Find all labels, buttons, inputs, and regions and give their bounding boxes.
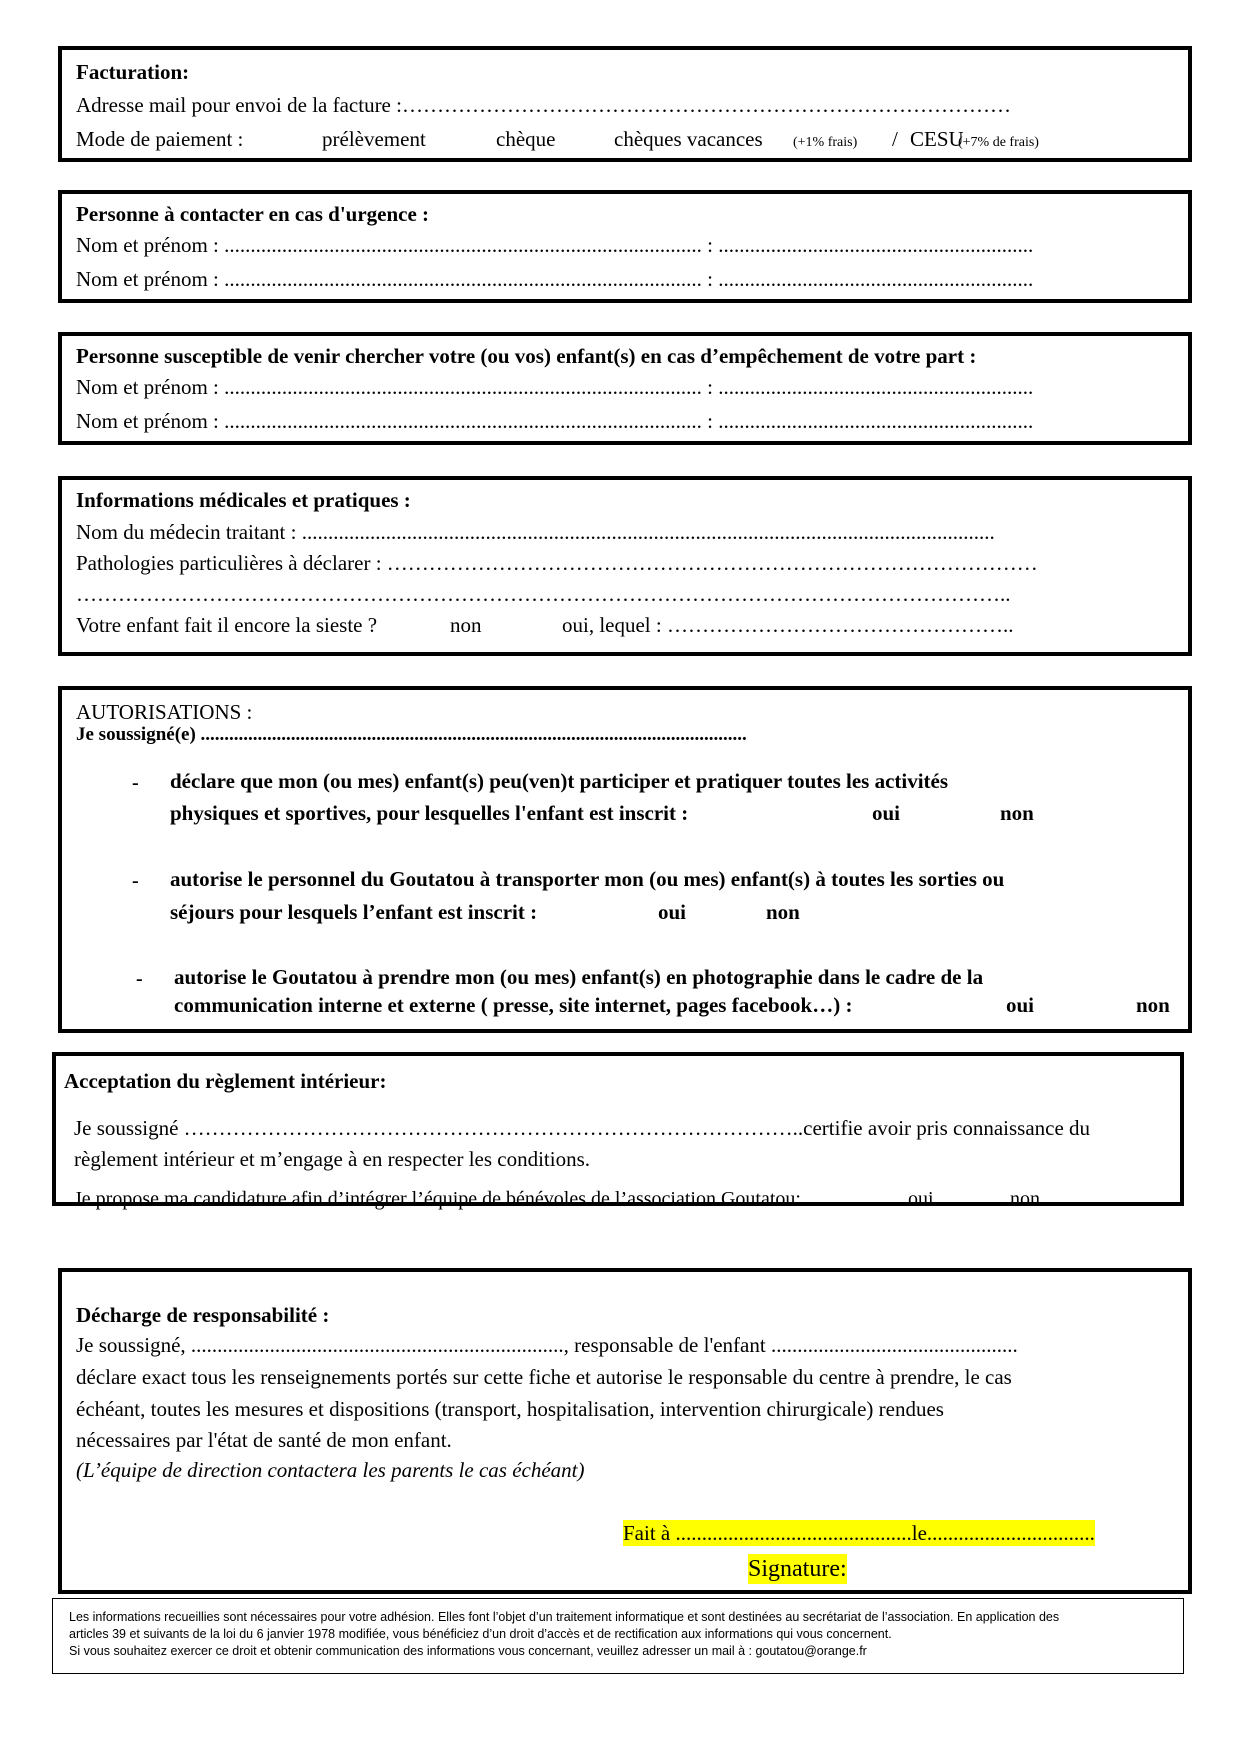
reglement-certification-text: règlement intérieur et m’engage à en respecter les conditions. bbox=[74, 1147, 591, 1171]
autorisation-photo-oui[interactable]: oui bbox=[1006, 993, 1035, 1017]
sieste-question: Votre enfant fait il encore la sieste ? bbox=[76, 613, 378, 637]
payment-option-cesu[interactable]: CESU bbox=[910, 127, 964, 151]
decharge-note: (L’équipe de direction contactera les parents le cas échéant) bbox=[76, 1458, 585, 1482]
autorisation-photo-non[interactable]: non bbox=[1136, 993, 1170, 1017]
autorisation-photo-text-1: autorise le Goutatou à prendre mon (ou mes) enfant(s) en photographie dans le cadre de la bbox=[174, 965, 984, 989]
autorisation-activites-oui[interactable]: oui bbox=[872, 801, 901, 825]
urgence-contact-field-2[interactable]: Nom et prénom : ........................................................................................... : ............................................................ bbox=[76, 267, 1034, 291]
decharge-title: Décharge de responsabilité : bbox=[76, 1303, 330, 1327]
autorisations-title: AUTORISATIONS : bbox=[76, 700, 253, 724]
facturation-email-field[interactable]: Adresse mail pour envoi de la facture :…………………………………………………………………………… bbox=[76, 93, 1011, 117]
benevoles-option-oui[interactable]: oui bbox=[908, 1188, 934, 1210]
benevoles-option-non[interactable]: non bbox=[1010, 1188, 1040, 1210]
payment-label: Mode de paiement : bbox=[76, 127, 244, 151]
fee-note-cesu: (+7% de frais) bbox=[958, 135, 1039, 150]
urgence-title: Personne à contacter en cas d'urgence : bbox=[76, 202, 430, 226]
decharge-text-2: échéant, toutes les mesures et dispositions (transport, hospitalisation, intervention chirurgicale) rendues bbox=[76, 1397, 944, 1421]
decharge-identity-field[interactable]: Je soussigné, ......................................................................., responsable de l'enfant ............................................... bbox=[76, 1333, 1018, 1357]
medical-title: Informations médicales et pratiques : bbox=[76, 488, 411, 512]
payment-option-cheque[interactable]: chèque bbox=[496, 127, 556, 151]
decharge-text-3: nécessaires par l'état de santé de mon enfant. bbox=[76, 1428, 452, 1452]
payment-option-prelevement[interactable]: prélèvement bbox=[322, 127, 426, 151]
sieste-option-oui-field[interactable]: oui, lequel : ………………………………………….. bbox=[562, 613, 1014, 637]
sieste-option-non[interactable]: non bbox=[450, 613, 482, 637]
benevoles-question: Je propose ma candidature afin d’intégrer l’équipe de bénévoles de l’association Goutatou: bbox=[74, 1188, 801, 1210]
pathologies-field[interactable]: Pathologies particulières à déclarer : ………………………………………………………………………………… bbox=[76, 551, 1038, 575]
autorisation-activites-non[interactable]: non bbox=[1000, 801, 1034, 825]
recuperation-contact-field-1[interactable]: Nom et prénom : ........................................................................................... : ............................................................ bbox=[76, 375, 1034, 399]
decharge-text-1: déclare exact tous les renseignements portés sur cette fiche et autorise le responsable du centre à prendre, le cas bbox=[76, 1365, 1012, 1389]
autorisation-transport-text-1: autorise le personnel du Goutatou à transporter mon (ou mes) enfant(s) à toutes les sorties ou bbox=[170, 867, 1005, 891]
autorisation-activites-text-1: déclare que mon (ou mes) enfant(s) peu(ven)t participer et pratiquer toutes les activités bbox=[170, 769, 949, 793]
recuperation-title: Personne susceptible de venir chercher votre (ou vos) enfant(s) en cas d’empêchement de votre part : bbox=[76, 344, 977, 368]
decharge-section bbox=[58, 1268, 1192, 1594]
urgence-contact-field-1[interactable]: Nom et prénom : ........................................................................................... : ............................................................ bbox=[76, 233, 1034, 257]
autorisations-section bbox=[58, 686, 1192, 1033]
autorisation-transport-non[interactable]: non bbox=[766, 900, 800, 924]
urgence-section bbox=[58, 190, 1192, 303]
autorisation-photo-text-2: communication interne et externe ( presse, site internet, pages facebook…) : bbox=[174, 993, 853, 1017]
autorisation-transport-oui[interactable]: oui bbox=[658, 900, 687, 924]
payment-option-cheques-vacances[interactable]: chèques vacances bbox=[614, 127, 763, 151]
privacy-notice-line-1: Les informations recueillies sont nécessaires pour votre adhésion. Elles font l’objet d’un traitement informatique et sont destinées au secrétariat de l’association. En application des bbox=[69, 1610, 1060, 1624]
fait-a-field[interactable]: Fait à .............................................le................................ bbox=[623, 1521, 1095, 1545]
reglement-certification-field[interactable]: Je soussigné ……………………………………………………………………………..certifie avoir pris connaissance du bbox=[74, 1116, 1091, 1140]
recuperation-contact-field-2[interactable]: Nom et prénom : ........................................................................................... : ............................................................ bbox=[76, 409, 1034, 433]
autorisations-soussigne-field[interactable]: Je soussigné(e) ................................................................................................................... bbox=[76, 724, 747, 745]
medical-section bbox=[58, 476, 1192, 656]
payment-separator: / bbox=[892, 127, 898, 151]
autorisation-transport-text-2: séjours pour lesquels l’enfant est inscrit : bbox=[170, 900, 538, 924]
pathologies-continuation-field[interactable]: …………………………………………………………………………………………………………………….. bbox=[76, 582, 1011, 606]
recuperation-section bbox=[58, 332, 1192, 445]
privacy-notice-line-2: articles 39 et suivants de la loi du 6 janvier 1978 modifiée, vous bénéficiez d’un droit d’accès et de rectification aux informations qui vous concernent. bbox=[69, 1627, 892, 1641]
list-bullet: - bbox=[136, 968, 143, 990]
reglement-section bbox=[52, 1052, 1184, 1210]
privacy-notice bbox=[52, 1598, 1184, 1674]
doctor-field[interactable]: Nom du médecin traitant : .................................................................................................................................... bbox=[76, 520, 995, 544]
list-bullet: - bbox=[132, 772, 139, 794]
autorisation-activites-text-2: physiques et sportives, pour lesquelles l'enfant est inscrit : bbox=[170, 801, 689, 825]
list-bullet: - bbox=[132, 870, 139, 892]
reglement-title: Acceptation du règlement intérieur: bbox=[64, 1069, 387, 1093]
privacy-notice-line-3: Si vous souhaitez exercer ce droit et obtenir communication des informations vous concernant, veuillez adresser un mail à : goutatou@orange.fr bbox=[69, 1644, 867, 1658]
fee-note-cheques-vacances: (+1% frais) bbox=[793, 135, 858, 150]
facturation-title: Facturation: bbox=[76, 60, 190, 84]
signature-field[interactable]: Signature: bbox=[748, 1556, 847, 1582]
facturation-section bbox=[58, 46, 1192, 162]
